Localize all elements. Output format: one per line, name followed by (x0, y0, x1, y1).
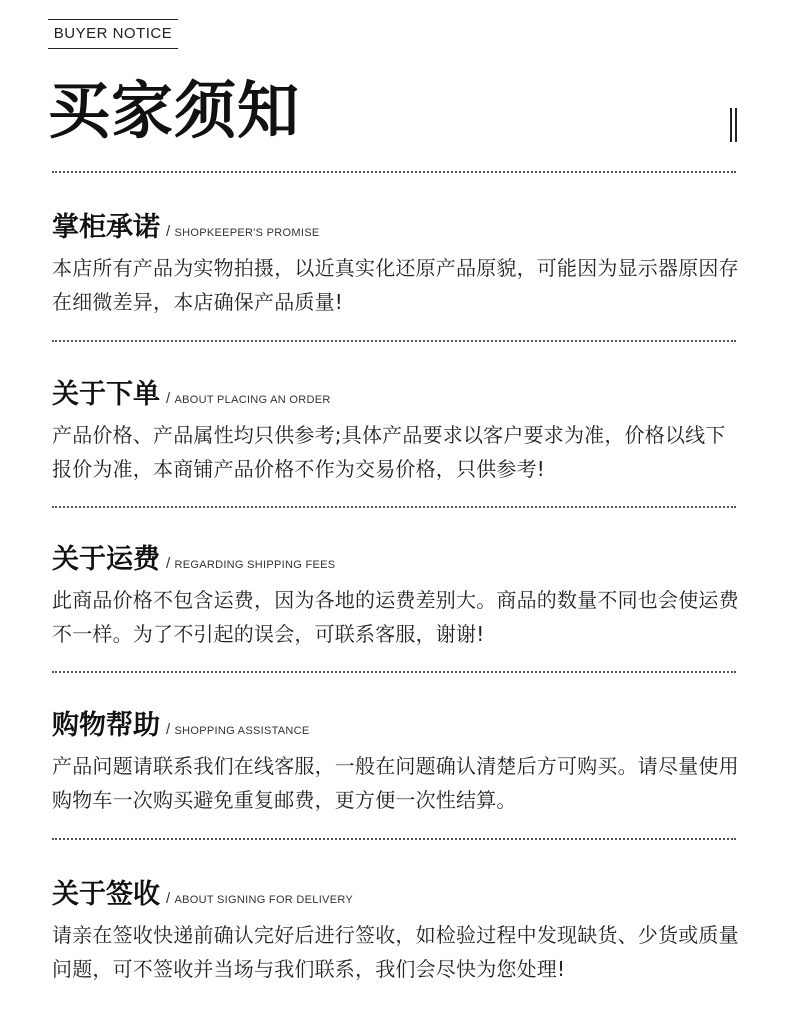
section-body: 请亲在签收快递前确认完好后进行签收，如检验过程中发现缺货、少货或质量问题，可不签收并当场与我们联系，我们会尽快为您处理! (52, 923, 739, 981)
section-body: 产品价格、产品属性均只供参考;具体产品要求以客户要求为准，价格以线下报价为准，本商铺产品价格不作为交易价格，只供参考! (52, 423, 726, 481)
section-signing-delivery (52, 872, 742, 986)
section-title: 关于下单 (52, 379, 160, 410)
section-title: 关于签收 (52, 879, 160, 910)
section-subtitle: / REGARDING SHIPPING FEES (166, 555, 336, 572)
section-header (52, 703, 742, 739)
section-subtitle: / ABOUT SIGNING FOR DELIVERY (166, 890, 354, 907)
dotted-divider (52, 838, 736, 840)
section-subtitle: / ABOUT PLACING AN ORDER (166, 390, 331, 407)
page-title: 买家须知 (48, 74, 301, 147)
section-shipping-fees (52, 537, 742, 651)
section-body: 此商品价格不包含运费，因为各地的运费差别大。商品的数量不同也会使运费不一样。为了不引起的误会，可联系客服，谢谢! (52, 588, 739, 646)
section-title: 掌柜承诺 (52, 212, 160, 243)
dotted-divider (52, 340, 736, 342)
section-header (52, 372, 742, 408)
dotted-divider (52, 671, 736, 673)
section-header (52, 872, 742, 908)
section-header (52, 205, 742, 241)
section-body: 产品问题请联系我们在线客服，一般在问题确认清楚后方可购买。请尽量使用购物车一次购买避免重复邮费，更方便一次性结算。 (52, 754, 739, 812)
section-title: 购物帮助 (52, 710, 160, 741)
dotted-divider (52, 506, 736, 508)
buyer-notice-badge: BUYER NOTICE (48, 19, 178, 49)
section-header (52, 537, 742, 573)
section-subtitle: / SHOPKEEPER'S PROMISE (166, 223, 320, 240)
section-shopping-assistance (52, 703, 742, 817)
section-subtitle: / SHOPPING ASSISTANCE (166, 721, 310, 738)
section-title: 关于运费 (52, 544, 160, 575)
section-shopkeeper-promise (52, 205, 742, 319)
dotted-divider (52, 171, 736, 173)
section-placing-order (52, 372, 742, 486)
double-bar-decoration (730, 108, 738, 142)
section-body: 本店所有产品为实物拍摄，以近真实化还原产品原貌，可能因为显示器原因存在细微差异，本店确保产品质量! (52, 256, 739, 314)
